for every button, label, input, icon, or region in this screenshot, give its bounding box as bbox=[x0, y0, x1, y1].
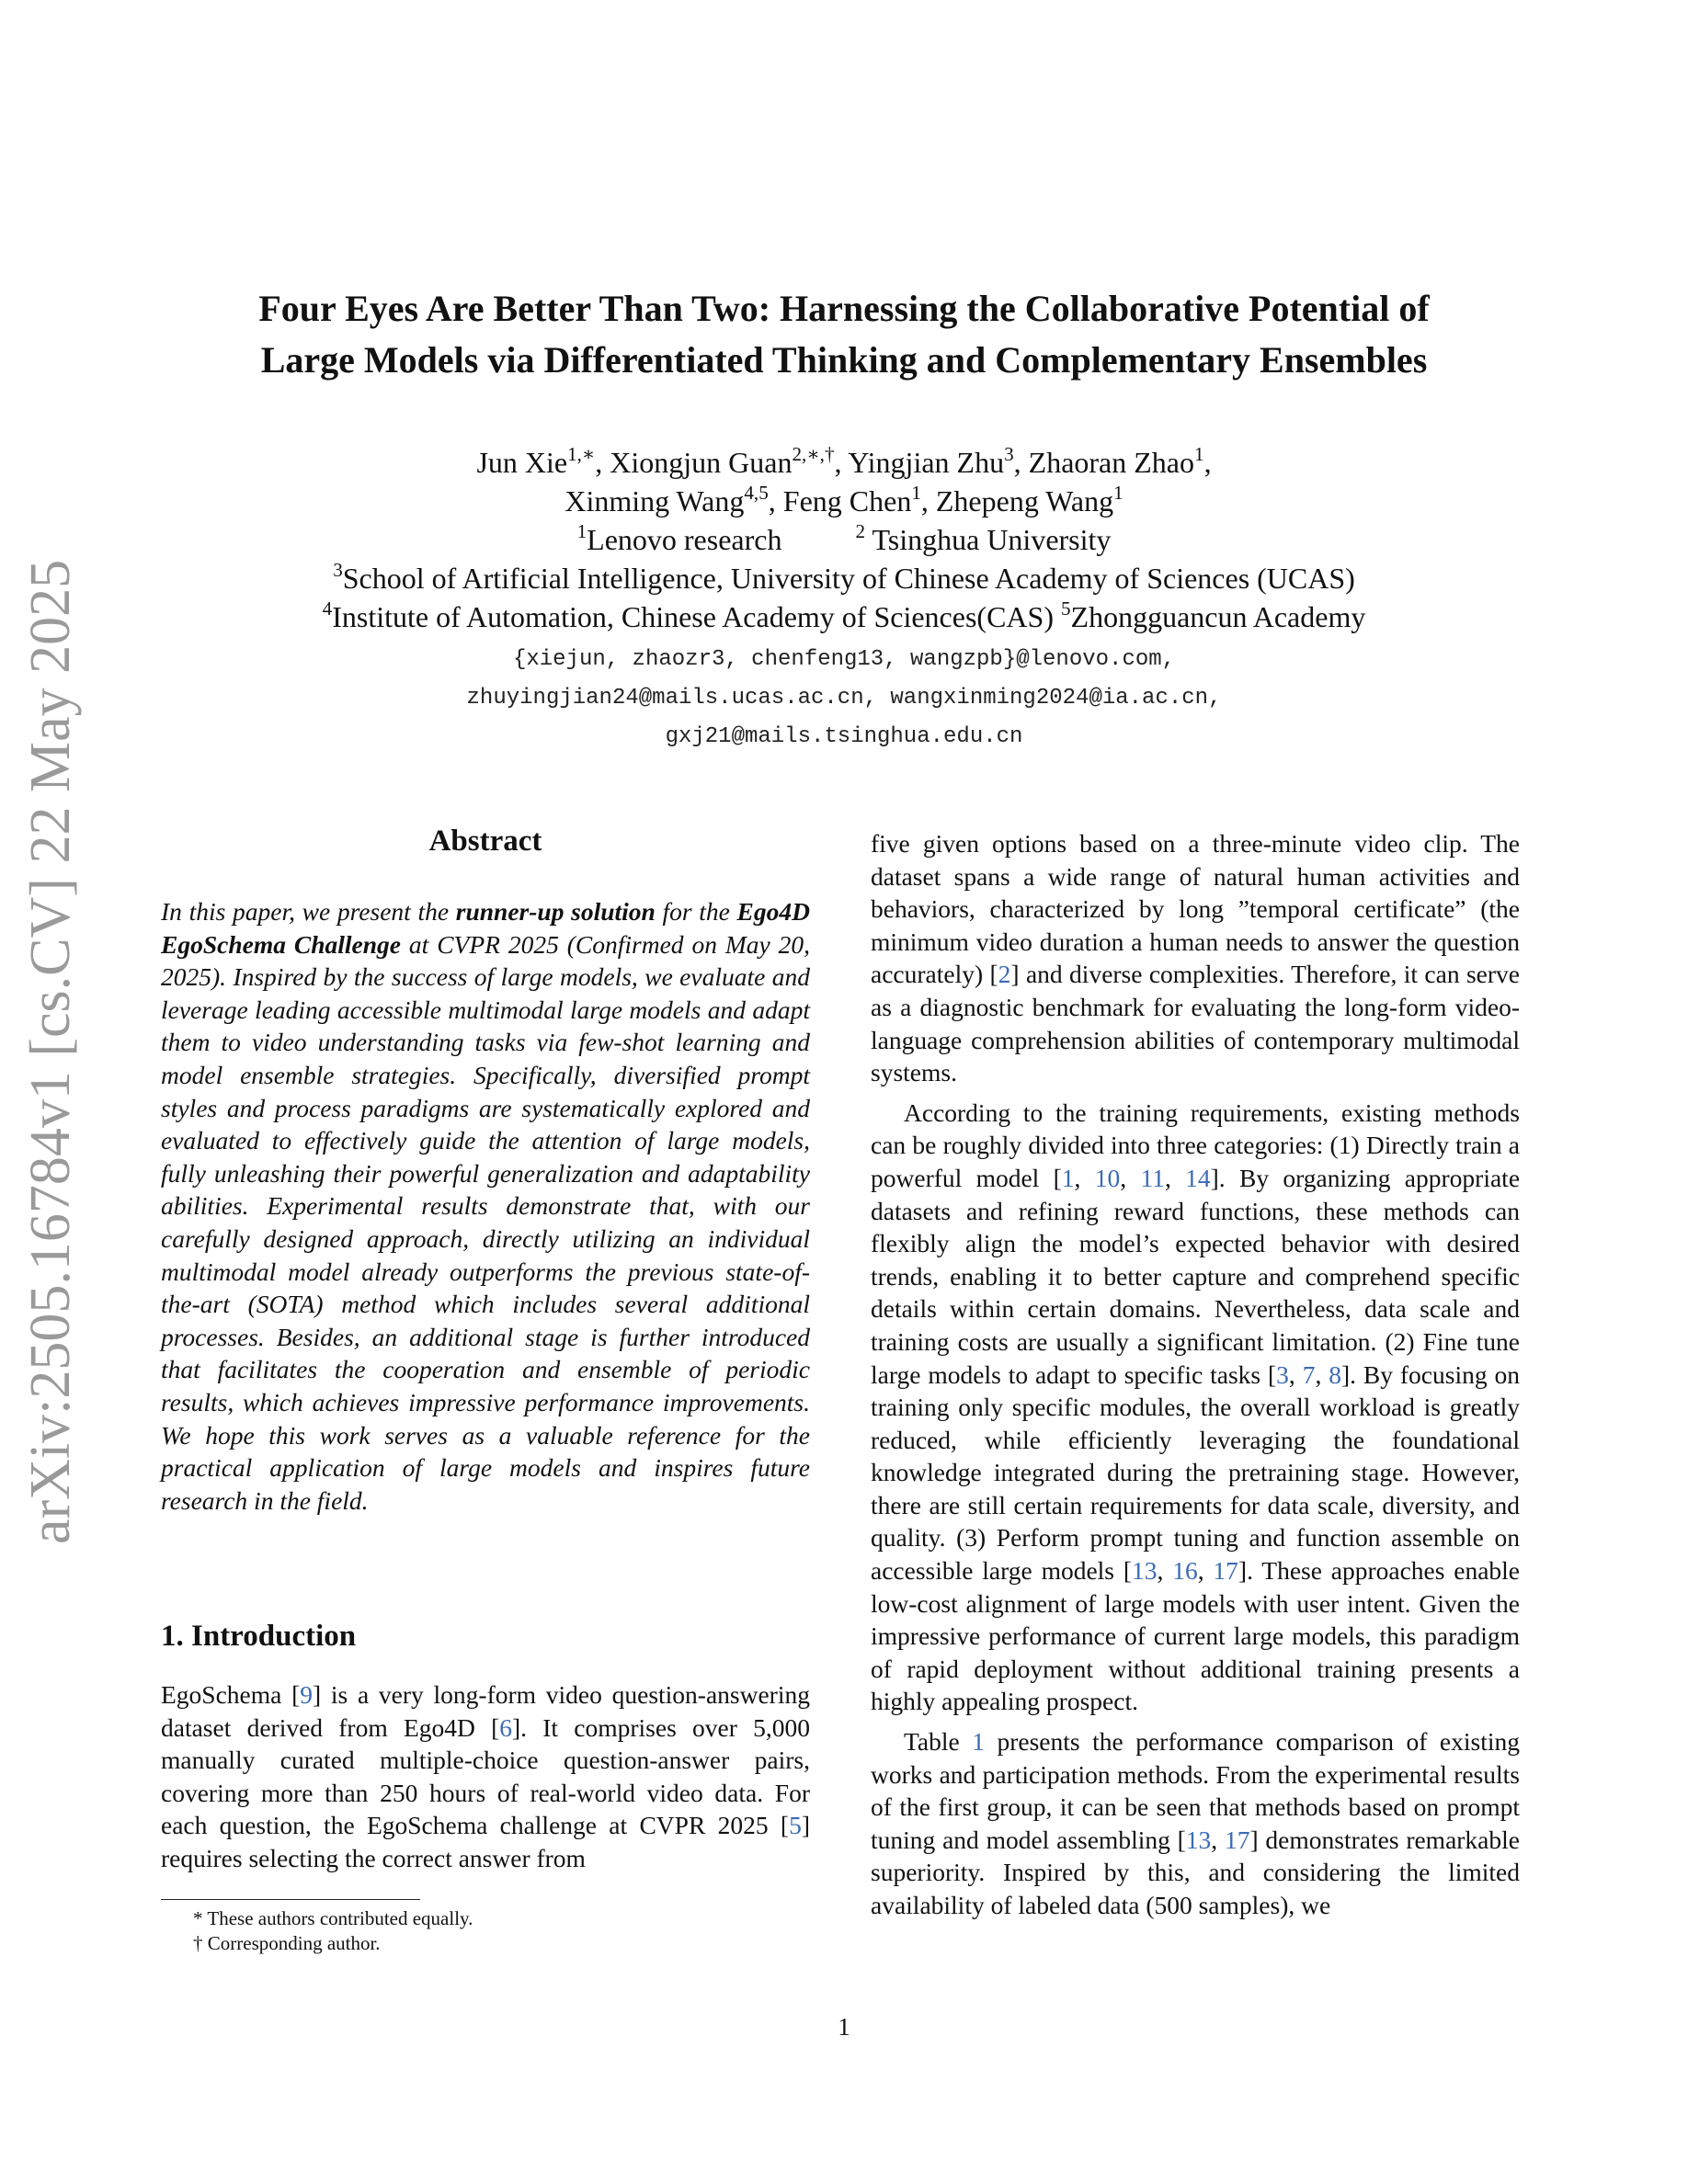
introduction-text bbox=[161, 1678, 810, 1875]
author-name: , Zhaoran Zhao bbox=[1013, 446, 1194, 479]
footnote-divider bbox=[161, 1899, 420, 1900]
author-marker: 1 bbox=[1194, 443, 1204, 466]
citation-link[interactable]: 2 bbox=[998, 960, 1011, 989]
text-run: ]. By organizing appropriate datasets and refining reward functions, these methods can flexibly align the model’s expected behavior with desired trends, enabling it to better capture and comprehend specific details within certain domains. Nevertheless, data scale and training costs are usually a significant limitation. (2) Fine tune large models to adapt to specific tasks [ bbox=[871, 1163, 1521, 1389]
footnote-corresponding-author: † Corresponding author. bbox=[193, 1932, 381, 1954]
section-heading-introduction: 1. Introduction bbox=[161, 1620, 357, 1653]
author-block bbox=[147, 443, 1541, 636]
email-block bbox=[147, 641, 1541, 756]
text-run: ]. It comprises over 5,000 manually curated multiple-choice question-answer pairs, covering more than 250 hours of real-world video data. For each question, the EgoSchema challenge at CVPR 2025 [ bbox=[161, 1712, 810, 1840]
right-column-text bbox=[871, 827, 1520, 1922]
abstract-emphasis: Ego4D EgoSchema Challenge bbox=[161, 897, 810, 959]
author-name: Jun Xie bbox=[476, 446, 568, 479]
author-line-1 bbox=[147, 443, 1541, 482]
author-marker: 4,5 bbox=[744, 482, 769, 505]
affiliation-marker: 2 bbox=[855, 520, 866, 543]
citation-link[interactable]: 6 bbox=[499, 1712, 512, 1742]
author-name: , Yingjian Zhu bbox=[834, 446, 1005, 479]
affiliation: Zhongguancun Academy bbox=[1070, 600, 1366, 633]
abstract-emphasis: runner-up solution bbox=[455, 897, 656, 926]
affiliation: Lenovo research bbox=[587, 523, 782, 556]
affiliation: Tsinghua University bbox=[865, 523, 1112, 556]
text-run: ]. These approaches enable low-cost alignment of large models with user intent. Given the impressive performance of current large models, this paradigm of rapid deployment without additional training presents a highly appealing prospect. bbox=[871, 1556, 1521, 1716]
citation-link[interactable]: 17 bbox=[1213, 1556, 1238, 1586]
citation-link[interactable]: 14 bbox=[1185, 1163, 1211, 1192]
text-run: presents the performance comparison of existing works and participation methods. From the experimental results of the first group, it can be seen that methods based on prompt tuning and model assembling [ bbox=[871, 1727, 1520, 1854]
abstract-run: In this paper, we present the bbox=[161, 897, 456, 926]
text-run: According to the training requirements, existing methods can be roughly divided into three categories: (1) Directly train a powerful model [ bbox=[871, 1098, 1520, 1192]
citation-link[interactable]: 17 bbox=[1224, 1825, 1250, 1854]
author-name: , Xiongjun Guan bbox=[595, 446, 793, 479]
affiliation: Institute of Automation, Chinese Academy of Sciences(CAS) bbox=[332, 600, 1061, 633]
text-run: five given options based on a three-minute video clip. The dataset spans a wide range of natural human activities and behaviors, characterized by long ”temporal certificate” (the minimum video duration a human needs to answer the question accurately) [ bbox=[871, 829, 1520, 989]
text-run: EgoSchema [ bbox=[161, 1680, 301, 1709]
footnotes bbox=[193, 1906, 473, 1956]
paragraph bbox=[871, 827, 1520, 1089]
author-marker: 1 bbox=[1113, 482, 1123, 505]
paper-title bbox=[147, 283, 1541, 386]
citation-link[interactable]: 11 bbox=[1140, 1163, 1165, 1192]
citation-link[interactable]: 10 bbox=[1094, 1163, 1121, 1192]
citation-link[interactable]: 5 bbox=[789, 1811, 802, 1840]
abstract-text bbox=[161, 895, 810, 1517]
author-name: , Feng Chen bbox=[768, 484, 912, 518]
title-line-2: Large Models via Differentiated Thinking and Complementary Ensembles bbox=[260, 339, 1428, 381]
author-separator: , bbox=[1203, 446, 1212, 479]
citation-link[interactable]: 13 bbox=[1132, 1556, 1158, 1586]
affiliation-line-3 bbox=[147, 597, 1541, 636]
paragraph: Table 1 presents the performance comparison of existing works and participation methods. From the experimental results of the first group, it can be seen that methods based on prompt tuning and model assembling [13, 17] demonstrates remarkable superiority. Inspired by this, and considering the limited availability of labeled data (500 samples), we bbox=[871, 1727, 1520, 1919]
affiliation: School of Artificial Intelligence, University of Chinese Academy of Sciences (UCAS) bbox=[342, 562, 1355, 595]
author-name: Xinming Wang bbox=[565, 484, 745, 518]
text-run: ] and diverse complexities. Therefore, it can serve as a diagnostic benchmark for evaluating the long-form video-language comprehension abilities of contemporary multimodal systems. bbox=[871, 960, 1520, 1087]
email-line: {xiejun, zhaozr3, chenfeng13, wangzpb}@lenovo.com, bbox=[512, 647, 1176, 672]
affiliation-line-2 bbox=[147, 559, 1541, 597]
author-marker: 1,∗ bbox=[567, 443, 596, 466]
text-run: ] is a very long-form video question-answering dataset derived from Ego4D [ bbox=[161, 1680, 810, 1742]
text-run: ]. By focusing on training only specific modules, the overall workload is greatly reduced, while efficiently leveraging the foundational knowledge integrated during the pretraining stage. However, there are still certain requirements for data scale, diversity, and quality. (3) Perform prompt tuning and function assemble on accessible large models [ bbox=[871, 1359, 1521, 1586]
affiliation-line-1 bbox=[147, 520, 1541, 559]
table-reference-link[interactable]: 1 bbox=[972, 1727, 985, 1757]
citation-link[interactable]: 7 bbox=[1302, 1359, 1316, 1389]
citation-link[interactable]: 8 bbox=[1329, 1359, 1341, 1389]
affiliation-marker: 3 bbox=[333, 559, 343, 582]
affiliation-marker: 1 bbox=[576, 520, 587, 543]
email-line: gxj21@mails.tsinghua.edu.cn bbox=[665, 724, 1023, 749]
citation-link[interactable]: 13 bbox=[1185, 1825, 1212, 1854]
title-line-1: Four Eyes Are Better Than Two: Harnessing the Collaborative Potential of bbox=[258, 288, 1430, 329]
affiliation-marker: 5 bbox=[1060, 597, 1071, 620]
paragraph: According to the training requirements, existing methods can be roughly divided into three categories: (1) Directly train a powerful model [1, 10, 11, 14]. By organizing appropriate datasets and refining reward functions, these methods can flexibly align the model’s expected behavior with desired trends, enabling it to better capture and comprehend specific details within certain domains. Nevertheless, data scale and training costs are usually a significant limitation. (2) Fine tune large models to adapt to specific tasks [3, 7, 8]. By focusing on training only specific modules, the overall workload is greatly reduced, while efficiently leveraging the foundational knowledge integrated during the pretraining stage. However, there are still certain requirements for data scale, diversity, and quality. (3) Perform prompt tuning and function assemble on accessible large models [13, 16, 17]. These approaches enable low-cost alignment of large models with user intent. Given the impressive performance of current large models, this paradigm of rapid deployment without additional training presents a highly appealing prospect. bbox=[871, 1098, 1521, 1716]
text-run: Table bbox=[904, 1727, 973, 1757]
text-run: ] requires selecting the correct answer from bbox=[161, 1811, 810, 1872]
author-marker: 1 bbox=[911, 482, 921, 505]
page-number: 1 bbox=[838, 2013, 850, 2041]
author-marker: 2,∗,† bbox=[792, 443, 835, 466]
citation-link[interactable]: 3 bbox=[1276, 1359, 1289, 1389]
author-name: , Zhepeng Wang bbox=[920, 484, 1114, 518]
author-line-2 bbox=[147, 482, 1541, 520]
author-marker: 3 bbox=[1004, 443, 1014, 466]
text-run: ] demonstrates remarkable superiority. Inspired by this, and considering the limited availability of labeled data (500 samples), we bbox=[871, 1825, 1520, 1919]
citation-link[interactable]: 16 bbox=[1172, 1556, 1198, 1586]
abstract-run: for the bbox=[655, 897, 737, 926]
email-line: zhuyingjian24@mails.ucas.ac.cn, wangxinming2024@ia.ac.cn, bbox=[466, 686, 1222, 711]
footnote-equal-contribution: * These authors contributed equally. bbox=[193, 1907, 473, 1929]
citation-link[interactable]: 1 bbox=[1061, 1163, 1075, 1192]
citation-link[interactable]: 9 bbox=[300, 1680, 313, 1709]
abstract-heading: Abstract bbox=[428, 825, 542, 858]
arxiv-identifier: arXiv:2505.16784v1 [cs.CV] 22 May 2025 bbox=[19, 559, 82, 1544]
affiliation-marker: 4 bbox=[322, 597, 333, 620]
abstract-run: at CVPR 2025 (Confirmed on May 20, 2025). Inspired by the success of large models, we evaluate and leverage leading accessible multimodal large models and adapt them to video understanding tasks via few-shot learning and model ensemble strategies. Specifically, diversified prompt styles and process paradigms are systematically explored and evaluated to effectively guide the attention of large models, fully unleashing their powerful generalization and adaptability abilities. Experimental results demonstrate that, with our carefully designed approach, directly utilizing an individual multimodal model already outperforms the previous state-of-the-art (SOTA) method which includes several additional processes. Besides, an additional stage is further introduced that facilitates the cooperation and ensemble of periodic results, which achieves impressive performance improvements. We hope this work serves as a valuable reference for the practical application of large models and inspires future research in the field. bbox=[161, 929, 810, 1515]
